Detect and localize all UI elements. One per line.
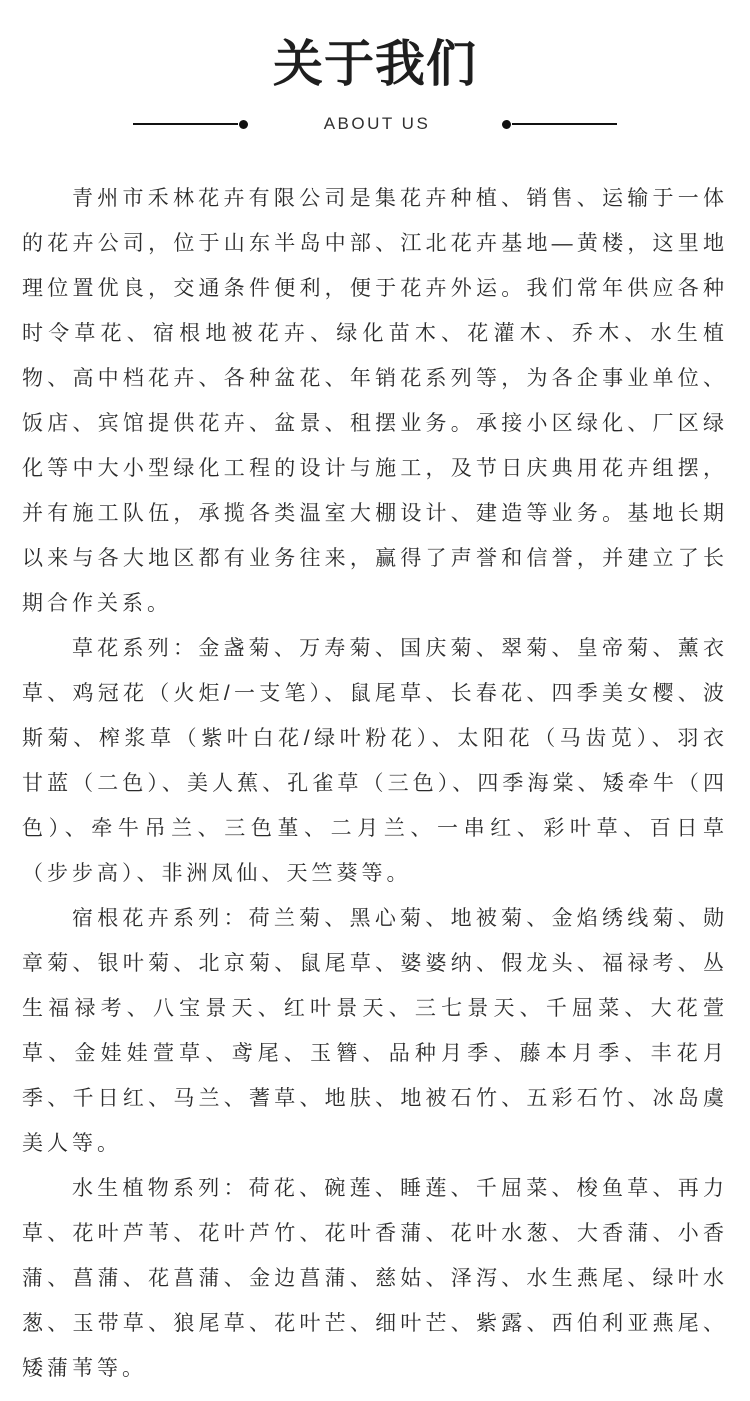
aquatic-plant-series-paragraph: 水生植物系列：荷花、碗莲、睡莲、千屈菜、梭鱼草、再力草、花叶芦苇、花叶芦竹、花叶香蒲、花叶水葱、大香蒲、小香蒲、菖蒲、花菖蒲、金边菖蒲、慈姑、泽泻、水生燕尾、绿叶水葱、玉带草、狼尾草、花叶芒、细叶芒、紫露、西伯利亚燕尾、矮蒲苇等。 (22, 1177, 728, 1380)
section-header (0, 0, 750, 136)
divider-line-left (133, 123, 238, 125)
company-intro-paragraph: 青州市禾林花卉有限公司是集花卉种植、销售、运输于一体的花卉公司，位于山东半岛中部、江北花卉基地—黄楼，这里地理位置优良，交通条件便利，便于花卉外运。我们常年供应各种时令草花、宿根地被花卉、绿化苗木、花灌木、乔木、水生植物、高中档花卉、各种盆花、年销花系列等，为各企事业单位、饭店、宾馆提供花卉、盆景、租摆业务。承接小区绿化、厂区绿化等中大小型绿化工程的设计与施工，及节日庆典用花卉组摆，并有施工队伍，承揽各类温室大棚设计、建造等业务。基地长期以来与各大地区都有业务往来，赢得了声誉和信誉，并建立了长期合作关系。 (22, 187, 728, 615)
subtitle-divider-row (0, 112, 750, 136)
about-text-content (0, 176, 750, 1401)
section-subtitle: ABOUT US (323, 114, 431, 133)
grass-flower-series-paragraph: 草花系列：金盏菊、万寿菊、国庆菊、翠菊、皇帝菊、薰衣草、鸡冠花（火炬/一支笔）、鼠尾草、长春花、四季美女樱、波斯菊、榨浆草（紫叶白花/绿叶粉花）、太阳花（马齿苋）、羽衣甘蓝（二色）、美人蕉、孔雀草（三色）、四季海棠、矮牵牛（四色）、牵牛吊兰、三色堇、二月兰、一串红、彩叶草、百日草（步步高）、非洲凤仙、天竺葵等。 (22, 637, 728, 885)
divider-dot-right (502, 120, 511, 129)
divider-dot-left (239, 120, 248, 129)
perennial-flower-series-paragraph: 宿根花卉系列：荷兰菊、黑心菊、地被菊、金焰绣线菊、勋章菊、银叶菊、北京菊、鼠尾草、婆婆纳、假龙头、福禄考、丛生福禄考、八宝景天、红叶景天、三七景天、千屈菜、大花萱草、金娃娃萱草、鸢尾、玉簪、品种月季、藤本月季、丰花月季、千日红、马兰、蓍草、地肤、地被石竹、五彩石竹、冰岛虞美人等。 (22, 907, 728, 1155)
divider-line-right (512, 123, 617, 125)
page-title: 关于我们 (273, 36, 477, 92)
